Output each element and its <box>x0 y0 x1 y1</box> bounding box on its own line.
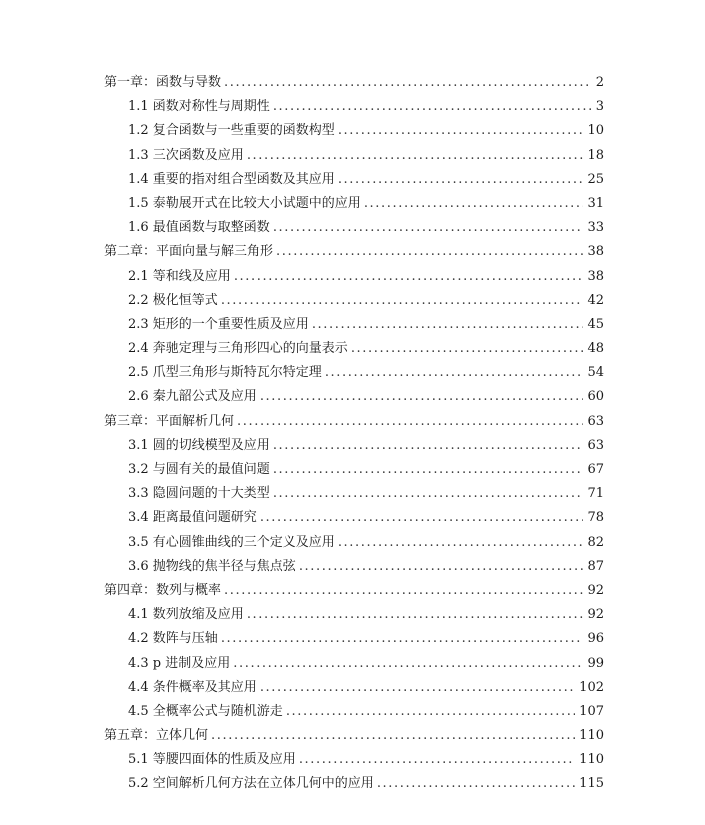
toc-section-entry[interactable] <box>104 434 604 458</box>
toc-dot-leader <box>224 579 583 603</box>
toc-entry-title: 1.6 最值函数与取整函数 <box>128 220 270 236</box>
toc-page-number: 33 <box>587 220 604 236</box>
toc-page-number: 2 <box>595 75 604 90</box>
toc-page-number: 78 <box>587 510 604 526</box>
toc-dot-leader <box>260 676 575 700</box>
toc-chapter-entry[interactable] <box>104 410 604 434</box>
toc-entry-title: 2.1 等和线及应用 <box>128 268 231 284</box>
toc-page-number: 87 <box>587 558 604 574</box>
toc-section-entry[interactable] <box>104 95 604 119</box>
toc-page-number: 63 <box>587 437 604 453</box>
toc-dot-leader <box>211 724 575 748</box>
toc-page-number: 63 <box>587 413 604 429</box>
toc-page-number: 10 <box>587 123 604 139</box>
toc-dot-leader <box>351 337 584 361</box>
toc-entry-title: 第三章：平面解析几何 <box>104 413 235 429</box>
toc-dot-leader <box>260 506 584 530</box>
table-of-contents <box>104 71 604 797</box>
toc-chapter-entry[interactable] <box>104 240 604 264</box>
toc-page-number: 82 <box>587 534 604 550</box>
toc-dot-leader <box>338 119 584 143</box>
toc-dot-leader <box>299 748 575 772</box>
toc-chapter-entry[interactable] <box>104 71 604 95</box>
toc-entry-title: 1.1 函数对称性与周期性 <box>128 99 270 115</box>
toc-dot-leader <box>273 458 584 482</box>
toc-entry-title: 第二章：平面向量与解三角形 <box>104 244 274 260</box>
toc-page-number: 96 <box>587 631 604 647</box>
toc-entry-title: 2.6 秦九韶公式及应用 <box>128 389 257 405</box>
toc-page-number: 99 <box>587 655 604 671</box>
toc-dot-leader <box>338 168 584 192</box>
toc-section-entry[interactable] <box>104 700 604 724</box>
toc-entry-title: 3.4 距离最值问题研究 <box>128 510 257 526</box>
toc-page-number: 67 <box>587 462 604 477</box>
toc-entry-title: 第五章：立体几何 <box>104 728 209 744</box>
toc-dot-leader <box>247 144 584 168</box>
toc-section-entry[interactable] <box>104 361 604 385</box>
toc-dot-leader <box>286 700 575 724</box>
toc-entry-title: 2.4 奔驰定理与三角形四心的向量表示 <box>128 341 348 357</box>
toc-page-number: 31 <box>587 195 604 211</box>
toc-dot-leader <box>299 555 584 579</box>
toc-dot-leader <box>312 313 584 337</box>
toc-page-number: 102 <box>579 679 604 695</box>
toc-page-number: 18 <box>587 147 604 163</box>
toc-section-entry[interactable] <box>104 385 604 409</box>
toc-page-number: 60 <box>587 389 604 405</box>
toc-section-entry[interactable] <box>104 555 604 579</box>
toc-entry-title: 5.1 等腰四面体的性质及应用 <box>128 752 296 768</box>
toc-chapter-entry[interactable] <box>104 579 604 603</box>
toc-entry-title: 5.2 空间解析几何方法在立体几何中的应用 <box>128 776 374 792</box>
toc-entry-title: 3.6 抛物线的焦半径与焦点弦 <box>128 558 296 574</box>
toc-entry-title: 第一章：函数与导数 <box>104 75 222 90</box>
toc-section-entry[interactable] <box>104 603 604 627</box>
toc-dot-leader <box>364 192 584 216</box>
toc-section-entry[interactable] <box>104 144 604 168</box>
toc-entry-title: 3.3 隐圆问题的十大类型 <box>128 486 270 502</box>
toc-section-entry[interactable] <box>104 627 604 651</box>
toc-section-entry[interactable] <box>104 337 604 361</box>
toc-entry-title: 4.5 全概率公式与随机游走 <box>128 703 283 719</box>
toc-page-number: 110 <box>579 752 604 768</box>
toc-entry-title: 1.4 重要的指对组合型函数及其应用 <box>128 171 335 187</box>
toc-page-number: 110 <box>579 728 604 744</box>
toc-page-number: 38 <box>587 244 604 260</box>
toc-page-number: 3 <box>595 99 604 115</box>
toc-page-number: 92 <box>587 607 604 623</box>
toc-entry-title: 1.3 三次函数及应用 <box>128 147 244 163</box>
toc-page-number: 25 <box>587 171 604 187</box>
toc-page-number: 42 <box>587 292 604 308</box>
toc-section-entry[interactable] <box>104 458 604 482</box>
toc-section-entry[interactable] <box>104 168 604 192</box>
toc-entry-title: 3.1 圆的切线模型及应用 <box>128 437 270 453</box>
toc-entry-title: 4.4 条件概率及其应用 <box>128 679 257 695</box>
toc-entry-title: 1.5 泰勒展开式在比较大小试题中的应用 <box>128 195 361 211</box>
toc-dot-leader <box>276 240 583 264</box>
toc-section-entry[interactable] <box>104 482 604 506</box>
toc-page-number: 45 <box>587 316 604 332</box>
toc-dot-leader <box>233 652 583 676</box>
toc-dot-leader <box>273 482 584 506</box>
toc-section-entry[interactable] <box>104 216 604 240</box>
toc-page-number: 92 <box>587 582 604 598</box>
toc-dot-leader <box>377 772 575 796</box>
toc-page-number: 48 <box>587 341 604 357</box>
toc-section-entry[interactable] <box>104 772 604 796</box>
toc-entry-title: 1.2 复合函数与一些重要的函数构型 <box>128 123 335 139</box>
toc-section-entry[interactable] <box>104 531 604 555</box>
toc-dot-leader <box>224 71 592 95</box>
toc-dot-leader <box>237 410 583 434</box>
toc-dot-leader <box>260 385 584 409</box>
toc-dot-leader <box>273 95 592 119</box>
toc-dot-leader <box>247 603 584 627</box>
toc-section-entry[interactable] <box>104 313 604 337</box>
toc-chapter-entry[interactable] <box>104 724 604 748</box>
toc-entry-title: 2.5 爪型三角形与斯特瓦尔特定理 <box>128 365 322 381</box>
toc-dot-leader <box>325 361 584 385</box>
toc-entry-title: 4.3 p 进制及应用 <box>128 655 231 671</box>
toc-page-number: 54 <box>587 365 604 381</box>
toc-section-entry[interactable] <box>104 265 604 289</box>
toc-entry-title: 4.2 数阵与压轴 <box>128 631 218 647</box>
toc-dot-leader <box>273 434 584 458</box>
toc-dot-leader <box>221 627 584 651</box>
toc-section-entry[interactable] <box>104 652 604 676</box>
toc-dot-leader <box>338 531 584 555</box>
toc-dot-leader <box>221 289 584 313</box>
toc-page-number: 38 <box>587 268 604 284</box>
toc-entry-title: 2.3 矩形的一个重要性质及应用 <box>128 316 309 332</box>
toc-page-number: 71 <box>587 486 604 502</box>
toc-entry-title: 4.1 数列放缩及应用 <box>128 607 244 623</box>
toc-section-entry[interactable] <box>104 748 604 772</box>
toc-dot-leader <box>273 216 584 240</box>
toc-entry-title: 3.2 与圆有关的最值问题 <box>128 462 270 477</box>
toc-entry-title: 2.2 极化恒等式 <box>128 292 218 308</box>
toc-section-entry[interactable] <box>104 119 604 143</box>
toc-entry-title: 3.5 有心圆锥曲线的三个定义及应用 <box>128 534 335 550</box>
toc-page-number: 115 <box>579 776 604 792</box>
toc-dot-leader <box>234 265 584 289</box>
toc-section-entry[interactable] <box>104 192 604 216</box>
toc-section-entry[interactable] <box>104 289 604 313</box>
toc-section-entry[interactable] <box>104 506 604 530</box>
toc-page-number: 107 <box>579 703 604 719</box>
toc-section-entry[interactable] <box>104 676 604 700</box>
toc-entry-title: 第四章：数列与概率 <box>104 582 222 598</box>
